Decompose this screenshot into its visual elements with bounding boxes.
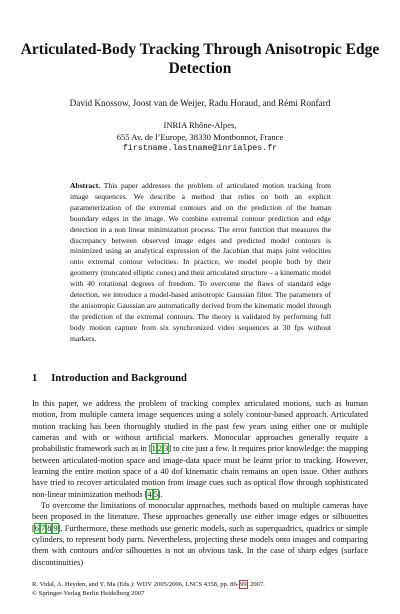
- affiliation-block: [20, 120, 380, 155]
- paper-title: Articulated-Body Tracking Through Anisotropic Edge Detection: [20, 41, 380, 77]
- abstract-label: Abstract.: [70, 181, 101, 190]
- affiliation-address: 655 Av. de l’Europe, 38330 Montbonnot, France: [116, 131, 284, 142]
- citation-link[interactable]: 8: [47, 523, 52, 533]
- section-title: Introduction and Background: [51, 373, 187, 384]
- footer-citation: [32, 580, 368, 589]
- body-text: [32, 398, 368, 568]
- affiliation-email: firstname.lastname@inrialpes.fr: [122, 144, 278, 153]
- abstract: [70, 181, 331, 345]
- citation-link[interactable]: 9: [53, 523, 58, 533]
- affiliation-institution: INRIA Rhône-Alpes,: [163, 120, 237, 130]
- footer-text: , 2007.: [246, 581, 265, 588]
- section-number: 1: [32, 373, 38, 384]
- abstract-text: This paper addresses the problem of articulated motion tracking from image sequences. We describe a method that relies on both an explicit parameterization of the extremal contours and on the prediction of the human boundary edges in the image. We combine extremal contour prediction and edge detection in a non linear minimization process. The error function that measures the discrepancy between observed image edges and predicted model contours is minimized using an analytical expression of the Jacobian that maps joint velocities onto extremal contour velocities. In practice, we model people both by their geometry (truncated elliptic cones) and their articulated structure – a kinematic model with 40 rotational degrees of freedom. To overcome the flaws of standard edge detection, we introduce a model-based anisotropic Gaussian filter. The parameters of the anisotropic Gaussian are automatically derived from the kinematic model through the prediction of the extremal contours. The theory is validated by performing full body motion capture from six synchronized video sequences at 30 fps without markers.: [70, 181, 331, 343]
- paragraph-text: to cite just a few. It requires prior knowledge: the mapping between articulated-motion space and image-data space must be learnt prior to tracking. However, learning the entire motion space of a 40 dof kinematic chain remains an open issue. Other authors have tried to recover articulated motion from image cues such as optical flow through sophisticated non-linear minimization methods: [32, 444, 368, 499]
- paragraph-text: To overcome the limitations of monocular approaches, methods based on multiple cameras have been proposed in the literature. These approaches generally use either image edges or silhouettes: [32, 501, 368, 522]
- citation-link[interactable]: 4: [147, 489, 152, 499]
- footer-text: R. Vidal, A. Heyden, and Y. Ma (Eds.): WDV 2005/2006, LNCS 4358, pp. 86–: [32, 581, 241, 588]
- citation-link[interactable]: 5: [153, 489, 158, 499]
- paragraph: To overcome the limitations of monocular approaches, methods based on multiple cameras have been proposed in the literature. These approaches generally use either image edges or silhouettes [6,7,8,9]. Furthermore, these methods use generic models, such as superquadrics, quadrics or simple cylinders, to represent body parts. Nevertheless, projecting these models onto images and comparing them with contours and/or silhouettes is not an obvious task. In the case of sharp edges (surface discontinuities): [32, 501, 368, 567]
- citation-link[interactable]: 6: [34, 523, 39, 533]
- footer-copyright: © Springer-Verlag Berlin Heidelberg 2007: [32, 590, 145, 597]
- paragraph-text: . Furthermore, these methods use generic models, such as superquadrics, quadrics or simple cylinders, to represent body parts. Nevertheless, projecting these models onto images and comparing them with contours and/or silhouettes is not an obvious task. In the case of sharp edges (surface discontinuities): [32, 523, 368, 567]
- citation-link[interactable]: 7: [41, 523, 46, 533]
- paragraph: In this paper, we address the problem of tracking complex articulated motions, such as human motion, from multiple camera image sequences using a solely contour-based approach. Articulated motion tracking has been thoroughly studied in the past few years using either one or multiple cameras and with or without artificial markers. Monocular approaches generally require a probabilistic framework such as in [1,2,3] to cite just a few. It requires prior knowledge: the mapping between articulated-motion space and image-data space must be learnt prior to tracking. However, learning the entire motion space of a 40 dof kinematic chain remains an open issue. Other authors have tried to recover articulated motion from image cues such as optical flow through sophisticated non-linear minimization methods [4,5].: [32, 399, 368, 499]
- section-heading: [32, 373, 187, 384]
- citation-link[interactable]: 3: [164, 444, 169, 454]
- page-range-link[interactable]: 99: [240, 581, 247, 588]
- author-list: David Knossow, Joost van de Weijer, Radu Horaud, and Rémi Ronfard: [69, 98, 331, 108]
- paragraph-text: In this paper, we address the problem of tracking complex articulated motions, such as human motion, from multiple camera image sequences using a solely contour-based approach. Articulated motion tracking has been thoroughly studied in the past few years using either one or multiple cameras and with or without artificial markers. Monocular approaches generally require a probabilistic framework such as in: [32, 399, 368, 454]
- page-footer: [32, 580, 368, 598]
- paragraph-text: .: [160, 489, 163, 499]
- citation-link[interactable]: 2: [157, 444, 163, 454]
- citation-link[interactable]: 1: [151, 444, 156, 454]
